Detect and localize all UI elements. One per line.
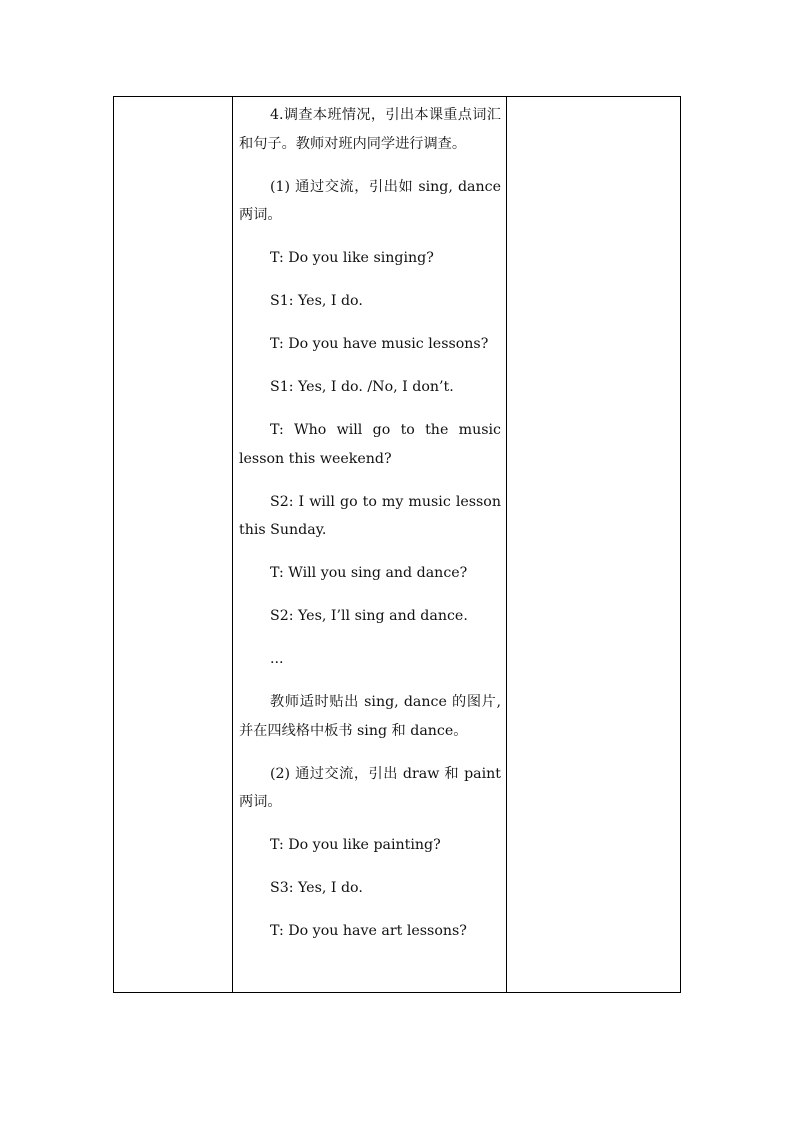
dialogue-line: S3: Yes, I do. [270,880,363,896]
step-heading: 4.调查本班情况，引出本课重点词汇和句子。教师对班内同学进行调查。 [239,107,501,152]
sub-step-1: (1) 通过交流，引出如 sing, dance 两词。 [239,178,501,223]
dialogue-line: T: Do you have music lessons? [270,336,489,352]
dialogue-line: S1: Yes, I do. /No, I don’t. [270,379,454,395]
lesson-plan-table [113,96,681,993]
dialogue-line: T: Do you like singing? [270,250,434,266]
dialogue-line: T: Will you sing and dance? [270,565,468,581]
column-divider-left [232,97,233,992]
dialogue-line: T: Who will go to the music lesson this weekend? [239,422,501,467]
sub-step-2: (2) 通过交流，引出 draw 和 paint 两词。 [239,765,501,810]
dialogue-line: T: Do you have art lessons? [270,923,467,939]
teaching-steps-cell [239,101,501,960]
dialogue-line: S1: Yes, I do. [270,293,363,309]
dialogue-line: S2: Yes, I’ll sing and dance. [270,608,468,624]
dialogue-line: S2: I will go to my music lesson this Sunday. [239,493,501,538]
instruction-paragraph: 教师适时贴出 sing, dance 的图片,并在四线格中板书 sing 和 dance。 [239,694,501,739]
column-divider-right [506,97,507,992]
dialogue-line: T: Do you like painting? [270,837,441,853]
ellipsis-line: ... [270,651,284,667]
